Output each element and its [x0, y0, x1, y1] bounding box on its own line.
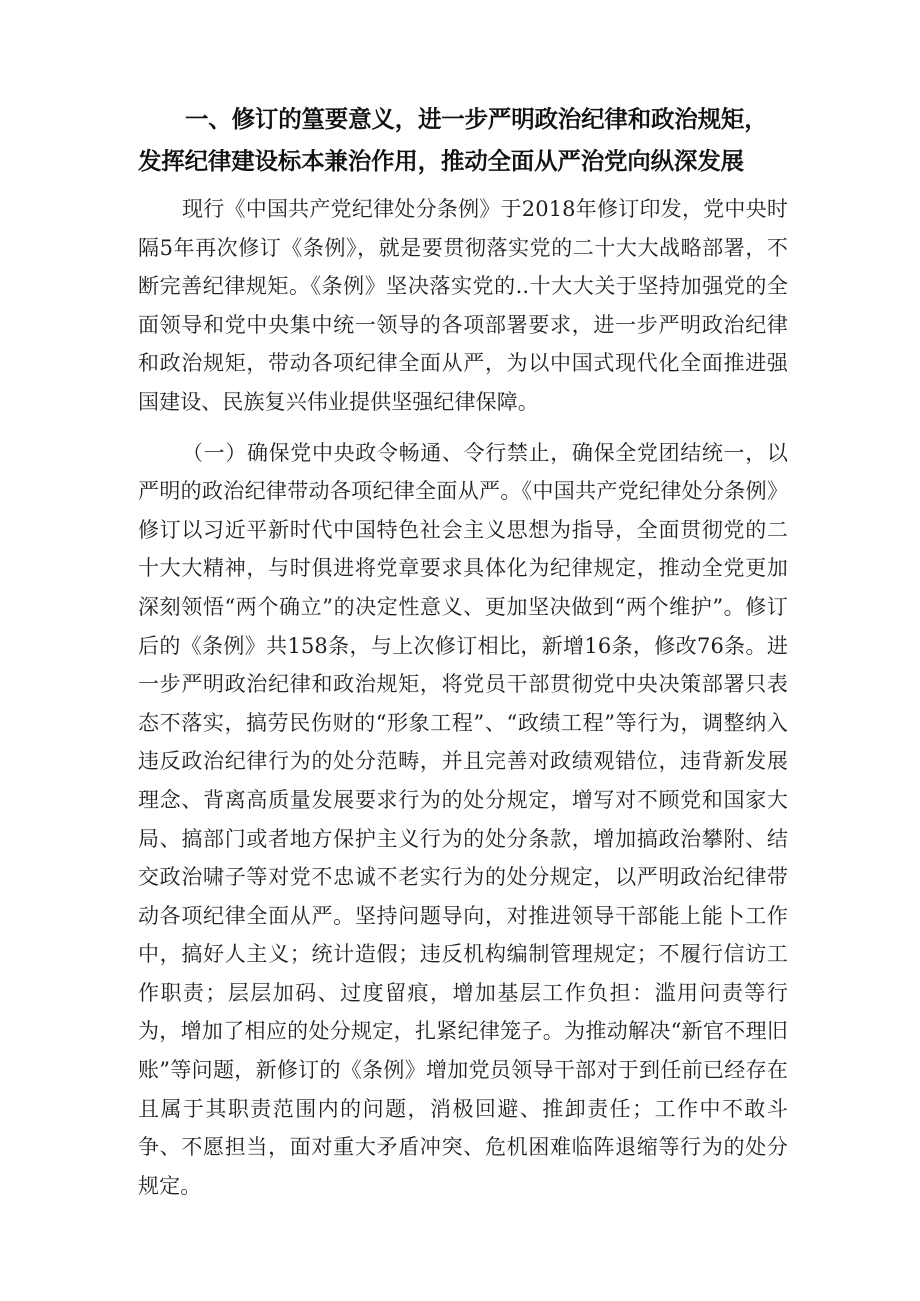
- paragraph-background: 现行《中国共产党纪律处分条例》于2018年修订印发，党中央时隔5年再次修订《条例》，就是要贯彻落实党的二十大大战略部署，不断完善纪律规矩。《条例》坚决落实党的..十大大关于坚持加强党的全面领导和党中央集中统一领导的各项部署要求，进一步严明政治纪律和政治规矩，带动各项纪律全面从严，为以中国式现代化全面推进强国建设、民族复兴伟业提供坚强纪律保障。: [138, 197, 788, 414]
- document-body: [138, 98, 788, 1205]
- section-heading: 一、修订的篁要意义，进一步严明政治纪律和政治规矩，发挥纪律建设标本兼治作用，推动全面从严治党向纵深发展: [138, 105, 768, 175]
- paragraph-political-discipline: （一）确保党中央政令畅通、令行禁止，确保全党团结统一，以严明的政治纪律带动各项纪律全面从严。《中国共产党纪律处分条例》修订以习近平新时代中国特色社会主义思想为指导，全面贯彻党的二十大大精神，与时俱进将党章要求具体化为纪律规定，推动全党更加深刻领悟“两个确立”的决定性意义、更加坚决做到“两个维护”。修订后的《条例》共158条，与上次修订相比，新增16条，修改76条。进一步严明政治纪律和政治规矩，将党员干部贯彻党中央决策部署只表态不落实，搞劳民伤财的“形象工程”、“政绩工程”等行为，调整纳入违反政治纪律行为的处分范畴，并且完善对政绩观错位，违背新发展理念、背离高质量发展要求行为的处分规定，增写对不顾党和国家大局、搞部门或者地方保护主义行为的处分条款，增加搞政治攀附、结交政治啸子等对党不忠诚不老实行为的处分规定，以严明政治纪律带动各项纪律全面从严。坚持问题导向，对推进领导干部能上能卜工作中，搞好人主义；统计造假；违反机构编制管理规定；不履行信访工作职责；层层加码、过度留痕，增加基层工作负担：滥用问责等行为，增加了相应的处分规定，扎紧纪律笼子。为推动解决“新官不理旧账”等问题，新修订的《条例》增加党员领导干部对于到任前已经存在且属于其职责范围内的问题，消极回避、推卸责任；工作中不敢斗争、不愿担当，面对重大矛盾冲突、危机困难临阵退缩等行为的处分规定。: [138, 440, 788, 1198]
